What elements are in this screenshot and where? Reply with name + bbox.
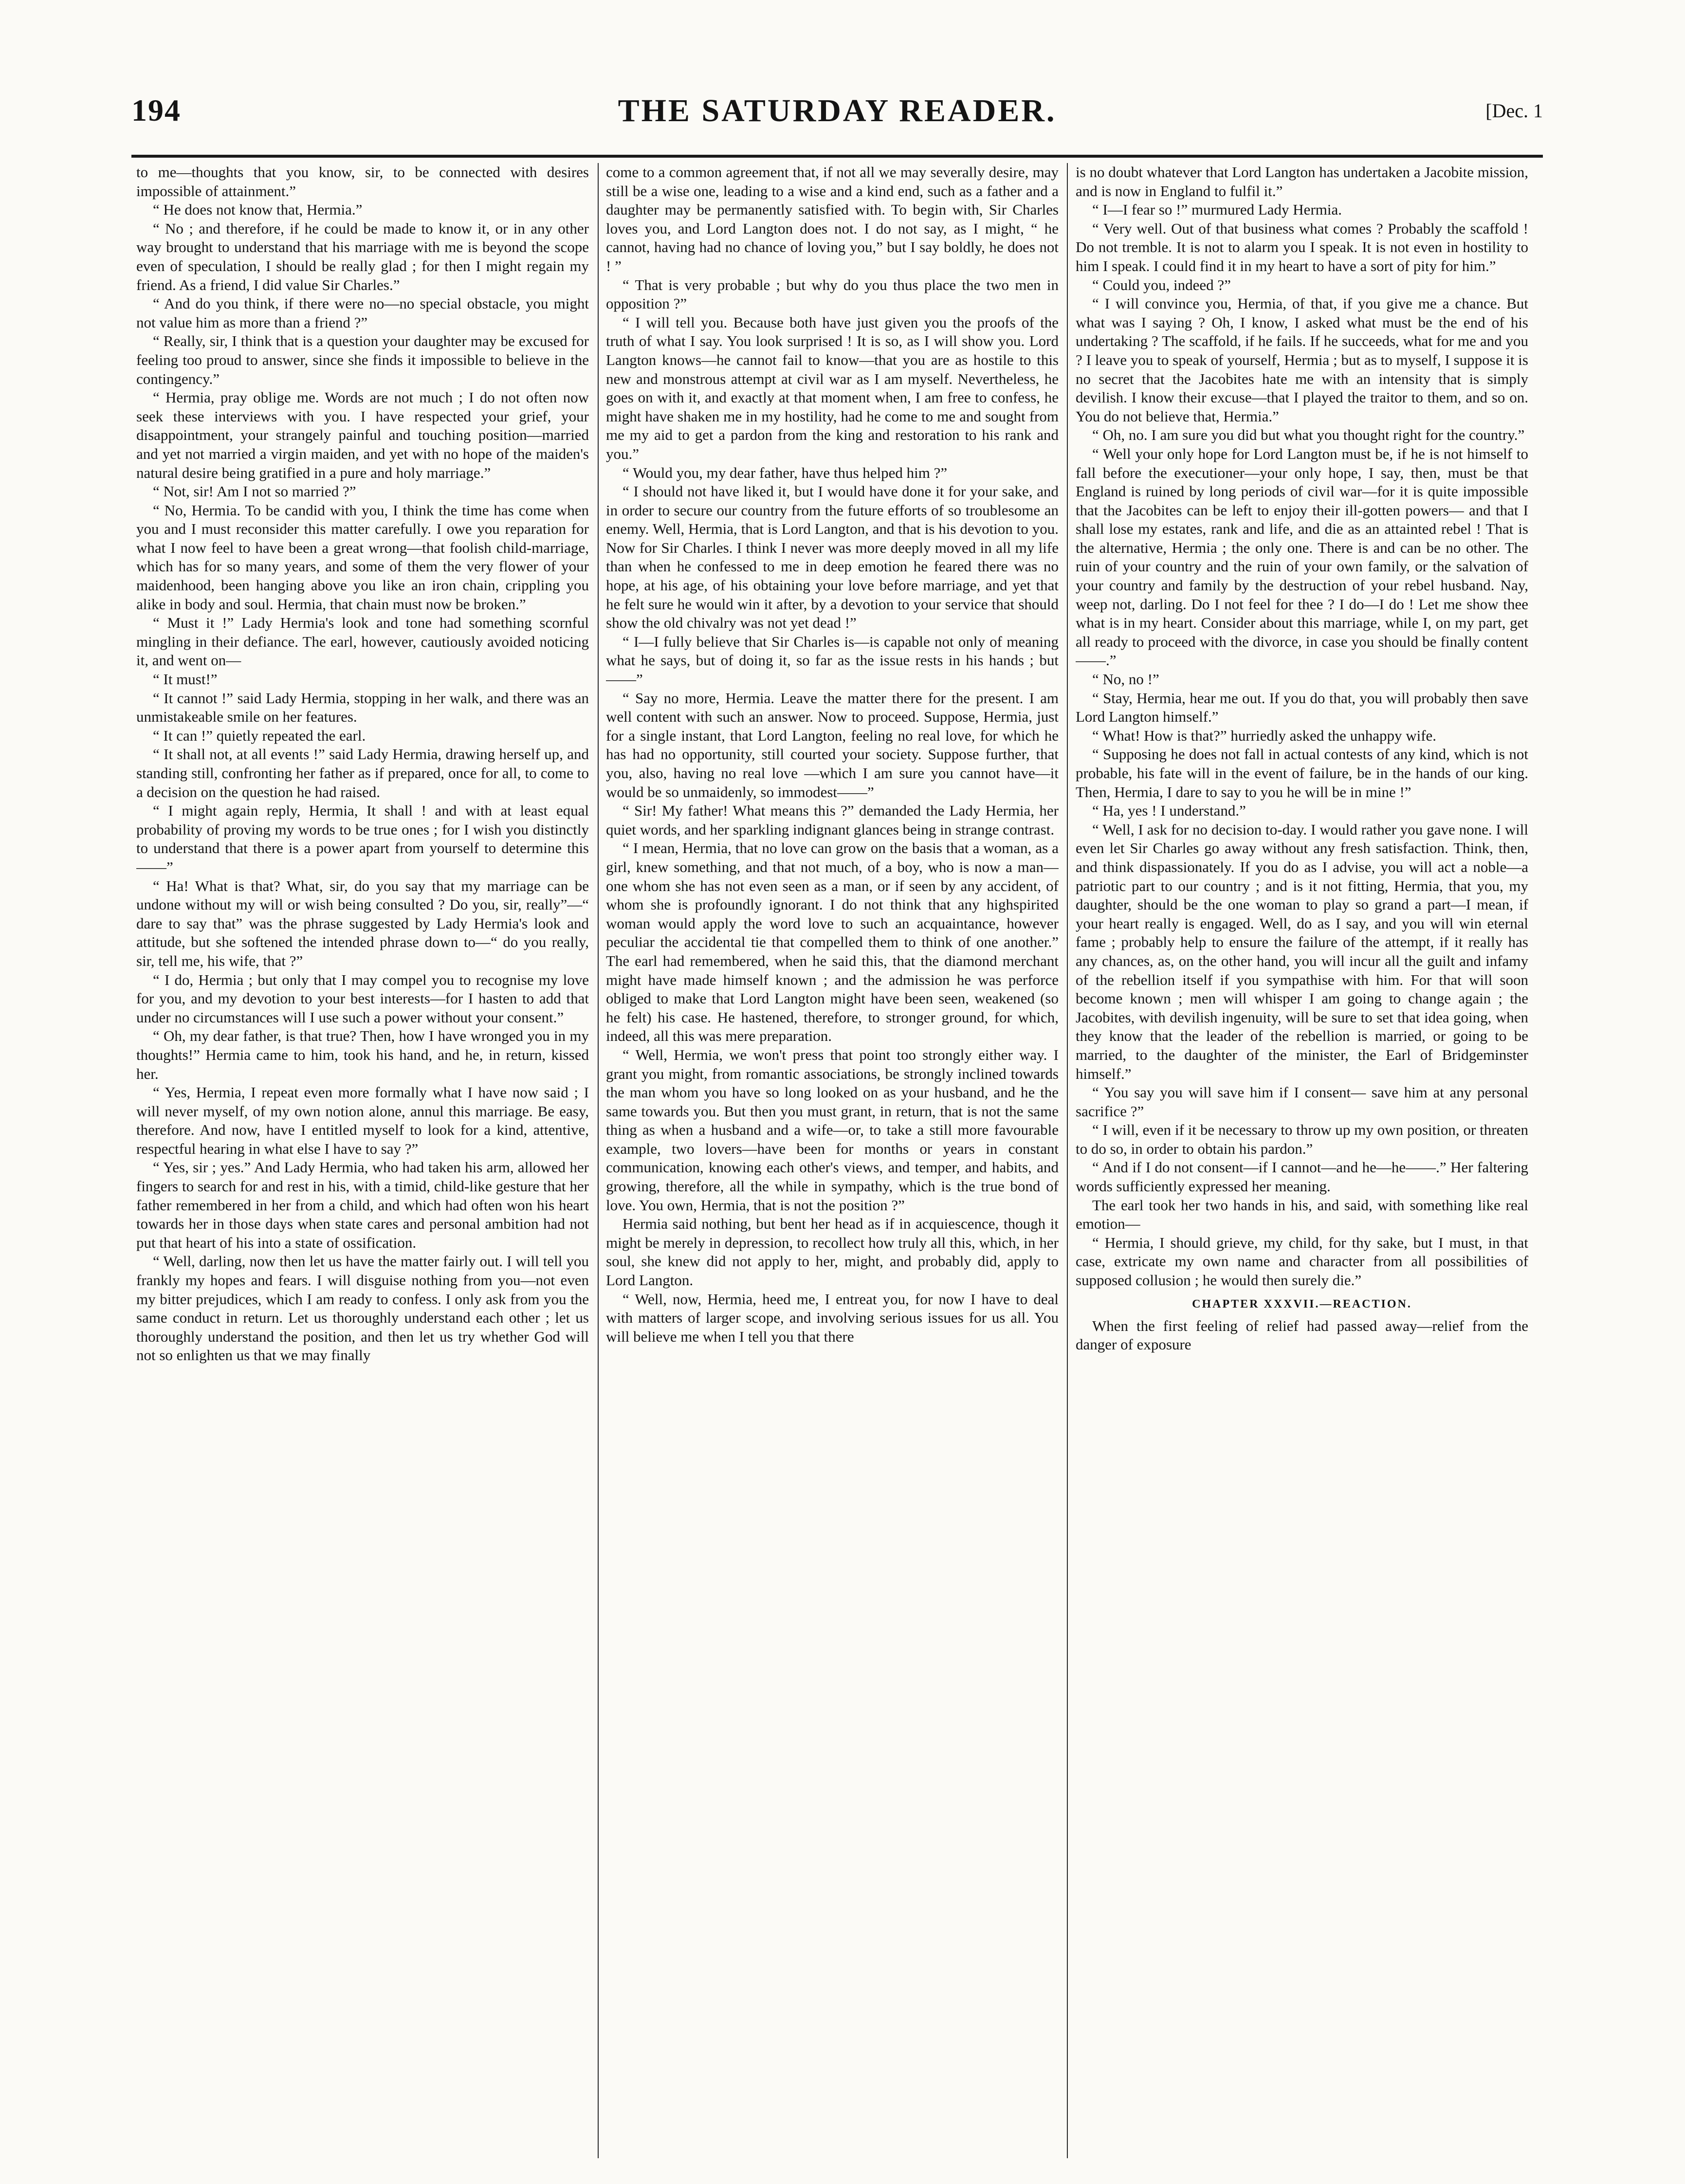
paragraph: “ And do you think, if there were no—no special obstacle, you might not value him as more than a friend ?” — [136, 295, 589, 331]
paragraph: “ Must it !” Lady Hermia's look and tone had something scornful mingling in their defiance. The earl, however, cautiously avoided noticing it, and went on— — [136, 614, 589, 669]
paragraph: “ It can !” quietly repeated the earl. — [153, 727, 366, 744]
paragraph: “ I mean, Hermia, that no love can grow on the basis that a woman, as a girl, knew something, and that not much, of a boy, who is now a man—one whom she has not even seen as a man, or if seen by any accident, of whom she is profoundly ignorant. I do not think that any highspirited woman would apply the word love to such an acquaintance, however peculiar the accidental tie that compelled them to think of one another.” The earl had remembered, when he said this, that the diamond merchant might have made himself known ; and the admission he was perforce obliged to make that Lord Langton might have been seen, weakened (so he felt) his case. He hastened, therefore, to stronger ground, for which, indeed, all this was mere preparation. — [606, 839, 1059, 1045]
paragraph: “ Sir! My father! What means this ?” demanded the Lady Hermia, her quiet words, and her sparkling indignant glances being in strange contrast. — [606, 802, 1059, 838]
paragraph: “ Oh, no. I am sure you did but what you thought right for the country.” — [1092, 426, 1525, 444]
paragraph: come to a common agreement that, if not all we may severally desire, may still be a wise one, leading to a wise and a kind end, such as a father and a daughter may be permanently satisfied with. To begin with, Sir Charles loves you, and Lord Langton does not. I do not say, as I might, “ he cannot, having had no chance of loving you,” but I say boldly, he does not ! ” — [606, 164, 1059, 274]
paragraph: “ Well, Hermia, we won't press that point too strongly either way. I grant you might, from romantic associations, be strongly inclined towards the man whom you have so long looked on as your husband, and he the same towards you. But then you must grant, in return, that is not the same thing as when a husband and a wife—or, to take a still more favourable example, two lovers—have been for months or years in constant communication, knowing each other's views, and temper, and habits, and growing, therefore, all the while in sympathy, which is the true bond of love. You own, Hermia, that is not the position ?” — [606, 1046, 1059, 1214]
paragraph: “ Very well. Out of that business what comes ? Probably the scaffold ! Do not tremble. It is not to alarm you I speak. It is not even in hostility to him I speak. I could find it in my heart to have a sort of pity for him.” — [1076, 219, 1528, 274]
paragraph: “ Not, sir! Am I not so married ?” — [153, 483, 356, 500]
paragraph: “ Could you, indeed ?” — [1092, 276, 1231, 293]
paragraph: “ Stay, Hermia, hear me out. If you do that, you will probably then save Lord Langton himself.” — [1076, 689, 1528, 726]
paragraph: “ I—I fear so !” murmured Lady Hermia. — [1092, 201, 1342, 218]
paragraph: “ I might again reply, Hermia, It shall ! and with at least equal probability of proving my words to be true ones ; for I wish you distinctly to understand that there is a power apart from yourself to determine this——” — [136, 802, 589, 875]
paragraph: “ He does not know that, Hermia.” — [153, 201, 363, 218]
paragraph: “ I should not have liked it, but I would have done it for your sake, and in order to secure our country from the future efforts of so troublesome an enemy. Well, Hermia, that is Lord Langton, and that is his devotion to you. Now for Sir Charles. I think I never was more deeply moved in all my life than when he confessed to me in deep emotion he feared there was no hope, at his age, of his obtaining your love before marriage, and yet that he felt sure he would win it after, by a devotion to your service that should show the old chivalry was not yet dead !” — [606, 483, 1059, 632]
paragraph: “ Oh, my dear father, is that true? Then, how I have wronged you in my thoughts!” Hermia came to him, took his hand, and he, in return, kissed her. — [136, 1027, 589, 1082]
paragraph: “ That is very probable ; but why do you thus place the two men in opposition ?” — [606, 276, 1059, 312]
page-number: 194 — [131, 93, 181, 127]
paragraph: “ Well your only hope for Lord Langton must be, if he is not himself to fall before the executioner—your only hope, I say, then, must be that England is ruined by long periods of civil war—for it is quite impossible that the Jacobites can be left to enjoy their ill-gotten powers— and that I shall lose my estates, rank and life, and die as an attainted rebel ! That is the alternative, Hermia ; the only one. There is and can be no other. The ruin of your country and the ruin of your own family, or the salvation of your country and family by the destruction of your rebel husband. Nay, weep not, darling. Do I not feel for thee ? I do—I do ! Let me show thee what is in my heart. Consider about this marriage, while I, on my part, get all ready to proceed with the divorce, in case you should be finally content ——.” — [1076, 445, 1528, 669]
issue-date: [Dec. 1 — [1485, 100, 1543, 122]
header-rule — [131, 155, 1543, 158]
text-column-3 — [1076, 163, 1528, 2158]
paragraph: “ Yes, sir ; yes.” And Lady Hermia, who had taken his arm, allowed her fingers to search for and rest in his, with a timid, child-like gesture that her father remembered in her from a child, and which had often won his heart towards her in those days when state cares and personal ambition had not put that heart of his into a state of ossification. — [136, 1159, 589, 1251]
page-header — [131, 92, 1543, 151]
paragraph: When the first feeling of relief had passed away—relief from the danger of exposure — [1076, 1317, 1528, 1353]
paragraph: “ No ; and therefore, if he could be made to know it, or in any other way brought to understand that his marriage with me is beyond the scope even of speculation, I should be really glad ; for then I might regain my friend. As a friend, I did value Sir Charles.” — [136, 219, 589, 293]
paragraph: “ I will convince you, Hermia, of that, if you give me a chance. But what was I saying ? Oh, I know, I asked what must be the end of his undertaking ? The scaffold, if he fails. If he succeeds, what for me and you ? I leave you to speak of yourself, Hermia ; but as to myself, I suppose it is no secret that the Jacobites hate me with an intensity that is simply devilish. I know their excuse—that I played the traitor to them, and so on. You do not believe that, Hermia.” — [1076, 295, 1528, 425]
paragraph: “ I do, Hermia ; but only that I may compel you to recognise my love for you, and my devotion to your best interests—for I hasten to add that under no circumstances will I use such a power without your consent.” — [136, 971, 589, 1026]
paragraph: “ It must!” — [153, 671, 218, 688]
paragraph: “ Hermia, pray oblige me. Words are not much ; I do not often now seek these interviews with you. I have respected your grief, your disappointment, your strangely painful and touching position—married and yet not married a virgin maiden, and yet with no hope of the maiden's natural desire being gratified in a pure and holy marriage.” — [136, 389, 589, 481]
paragraph: “ Well, darling, now then let us have the matter fairly out. I will tell you frankly my hopes and fears. I will disguise nothing from you—not even my bitter prejudices, which I am ready to confess. I only ask from you the same conduct in return. Let us thoroughly understand each other ; let us thoroughly understand the position, and then let us try whether God will not so enlighten us that we may finally — [136, 1253, 589, 1364]
paragraph: “ Would you, my dear father, have thus helped him ?” — [623, 464, 948, 481]
paragraph: “ No, no !” — [1092, 671, 1159, 688]
paragraph: The earl took her two hands in his, and said, with something like real emotion— — [1076, 1196, 1528, 1233]
paragraph: “ Well, I ask for no decision to-day. I would rather you gave none. I will even let Sir Charles go away without any fresh satisfaction. Think, then, and think dispassionately. If you do as I advise, you will act a noble—a patriotic part to our country ; and is it not fitting, Hermia, that you, my daughter, should be the one woman to play so grand a part—I mean, if your heart really is engaged. Well, do as I say, and you will win eternal fame ; probably help to ensure the failure of the attempt, if it really has any chances, as, on the other hand, you will incur all the guilt and infamy of the rebellion itself if you sympathise with him. For that will soon become known ; men will whisper I am going to change again ; the Jacobites, with devilish ingenuity, will be sure to set that idea going, when they know that the leader of the rebellion is married, or going to be married, to the daughter of the minister, the Earl of Bridgeminster himself.” — [1076, 820, 1528, 1082]
paragraph: Hermia said nothing, but bent her head as if in acquiescence, though it might be merely in depression, to recollect how truly all this, which, in her soul, she knew did not apply to her, might, and probably did, apply to Lord Langton. — [606, 1215, 1059, 1289]
paragraph: “ Say no more, Hermia. Leave the matter there for the present. I am well content with such an answer. Now to proceed. Suppose, Hermia, just for a single instant, that Lord Langton, feeling no real love, for which he has had no opportunity, still courted your society. Suppose further, that you, also, having no real love —which I am sure you cannot have—it would be so unmaidenly, so immodest——” — [606, 689, 1059, 801]
paragraph: “ It shall not, at all events !” said Lady Hermia, drawing herself up, and standing still, confronting her father as if prepared, once for all, to come to a decision on the question he had raised. — [136, 746, 589, 801]
column-3-paragraphs — [1076, 163, 1528, 1290]
paragraph: “ I will, even if it be necessary to throw up my own position, or threaten to do so, in order to obtain his pardon.” — [1076, 1121, 1528, 1157]
column-divider — [1067, 163, 1068, 2158]
paragraph: “ And if I do not consent—if I cannot—and he—he——.” Her faltering words sufficiently expressed her meaning. — [1076, 1159, 1528, 1195]
paragraph: “ Supposing he does not fall in actual contests of any kind, which is not probable, his fate will in the event of failure, be in the hands of our king. Then, Hermia, I dare to say to you he will be in mine !” — [1076, 746, 1528, 801]
paragraph: “ I will tell you. Because both have just given you the proofs of the truth of what I say. You look surprised ! It is so, as I will show you. Lord Langton knows—he cannot fail to know—that you are as hostile to this new and monstrous attempt at civil war as I am myself. Nevertheless, he goes on with it, and exactly at that moment when, I am free to confess, he might have shaken me in my hostility, had he come to me and sought from me my aid to get a pardon from the king and restoration to his rank and you.” — [606, 313, 1059, 462]
paragraph: “ It cannot !” said Lady Hermia, stopping in her walk, and there was an unmistakeable smile on her features. — [136, 689, 589, 726]
paragraph: “ Hermia, I should grieve, my child, for thy sake, but I must, in that case, extricate my own name and character from all possibilities of supposed collusion ; he would then surely die.” — [1076, 1234, 1528, 1289]
text-column-1 — [136, 163, 589, 2158]
paragraph: “ Yes, Hermia, I repeat even more formally what I have now said ; I will never myself, of my own notion alone, annul this marriage. Be easy, therefore. And now, have I entitled myself to look for a kind, attentive, respectful hearing in what else I have to say ?” — [136, 1084, 589, 1157]
text-column-2 — [606, 163, 1059, 2158]
paragraph: “ Really, sir, I think that is a question your daughter may be excused for feeling too proud to answer, since she finds it impossible to believe in the contingency.” — [136, 332, 589, 387]
publication-title: THE SATURDAY READER. — [618, 93, 1057, 128]
paragraph: “ Ha! What is that? What, sir, do you say that my marriage can be undone without my will or wish being consulted ? Do you, sir, really”—“ dare to say that” was the phrase suggested by Lady Hermia's look and attitude, but she softened the intended phrase down to—“ do you really, sir, tell me, his wife, that ?” — [136, 877, 589, 969]
chapter-heading: CHAPTER XXXVII.—REACTION. — [1192, 1297, 1412, 1310]
column-3-chapter-paragraphs — [1076, 1317, 1528, 1354]
paragraph: “ You say you will save him if I consent— save him at any personal sacrifice ?” — [1076, 1084, 1528, 1120]
column-divider — [598, 163, 599, 2158]
paragraph: “ No, Hermia. To be candid with you, I think the time has come when you and I must reconsider this matter carefully. I owe you reparation for what I now feel to have been a great wrong—that foolish child-marriage, which has for so many years, and some of them the very flower of your maidenhood, been hanging above you like an iron chain, crippling you alike in body and soul. Hermia, that chain must now be broken.” — [136, 501, 589, 613]
paragraph: “ Well, now, Hermia, heed me, I entreat you, for now I have to deal with matters of larger scope, and involving serious issues for us all. You will believe me when I tell you that there — [606, 1290, 1059, 1345]
paragraph: is no doubt whatever that Lord Langton has undertaken a Jacobite mission, and is now in England to fulfil it.” — [1076, 164, 1528, 200]
paragraph: “ I—I fully believe that Sir Charles is—is capable not only of meaning what he says, but of doing it, so far as the issue rests in his hands ; but——” — [606, 633, 1059, 688]
paragraph: to me—thoughts that you know, sir, to be connected with desires impossible of attainment.” — [136, 164, 589, 200]
paragraph: “ What! How is that?” hurriedly asked the unhappy wife. — [1092, 727, 1437, 744]
paragraph: “ Ha, yes ! I understand.” — [1092, 802, 1246, 819]
